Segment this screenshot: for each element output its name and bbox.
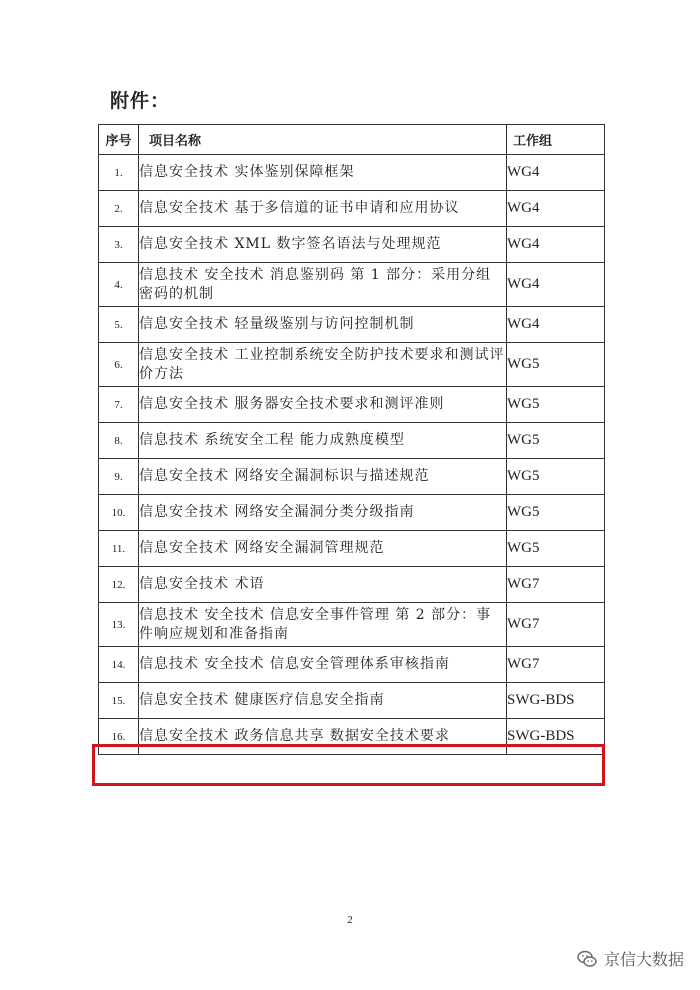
row-no: 10.: [99, 495, 139, 531]
table-row: [99, 155, 605, 191]
row-no: 9.: [99, 459, 139, 495]
row-name: 信息安全技术 网络安全漏洞分类分级指南: [139, 495, 507, 531]
row-no: 12.: [99, 567, 139, 603]
wechat-icon: [576, 948, 598, 970]
row-wg: WG5: [507, 531, 605, 567]
row-name: 信息安全技术 健康医疗信息安全指南: [139, 683, 507, 719]
row-wg: WG7: [507, 647, 605, 683]
row-name: 信息安全技术 术语: [139, 567, 507, 603]
table-row: [99, 423, 605, 459]
table-row: [99, 387, 605, 423]
row-wg: WG4: [507, 227, 605, 263]
table-row: [99, 567, 605, 603]
row-wg: WG4: [507, 191, 605, 227]
table-row: [99, 227, 605, 263]
row-wg: WG4: [507, 307, 605, 343]
table-row: [99, 191, 605, 227]
table-row: [99, 459, 605, 495]
row-no: 2.: [99, 191, 139, 227]
row-name: 信息安全技术 基于多信道的证书申请和应用协议: [139, 191, 507, 227]
page-title: 附件：: [110, 90, 171, 112]
row-name: 信息安全技术 政务信息共享 数据安全技术要求: [139, 719, 507, 755]
row-no: 5.: [99, 307, 139, 343]
table-row: [99, 531, 605, 567]
row-wg: WG4: [507, 155, 605, 191]
row-no: 16.: [99, 719, 139, 755]
row-name: 信息安全技术 服务器安全技术要求和测评准则: [139, 387, 507, 423]
row-wg: WG5: [507, 387, 605, 423]
table-row: [99, 683, 605, 719]
row-no: 3.: [99, 227, 139, 263]
project-table: [98, 124, 605, 755]
row-wg: SWG-BDS: [507, 683, 605, 719]
row-no: 1.: [99, 155, 139, 191]
row-wg: WG5: [507, 343, 605, 387]
row-no: 8.: [99, 423, 139, 459]
row-name: 信息安全技术 轻量级鉴别与访问控制机制: [139, 307, 507, 343]
header-name: 项目名称: [139, 125, 507, 155]
row-name: 信息安全技术 实体鉴别保障框架: [139, 155, 507, 191]
page-number: 2: [347, 914, 353, 926]
row-no: 14.: [99, 647, 139, 683]
row-wg: SWG-BDS: [507, 719, 605, 755]
header-wg: 工作组: [507, 125, 605, 155]
row-no: 6.: [99, 343, 139, 387]
row-wg: WG5: [507, 423, 605, 459]
header-no: 序号: [99, 125, 139, 155]
table-row: [99, 495, 605, 531]
table-row: [99, 343, 605, 387]
row-no: 7.: [99, 387, 139, 423]
table-row: [99, 263, 605, 307]
row-no: 13.: [99, 603, 139, 647]
row-no: 15.: [99, 683, 139, 719]
row-name: 信息安全技术 网络安全漏洞标识与描述规范: [139, 459, 507, 495]
row-wg: WG5: [507, 459, 605, 495]
row-wg: WG4: [507, 263, 605, 307]
row-name: 信息安全技术 工业控制系统安全防护技术要求和测试评价方法: [139, 343, 507, 387]
row-name: 信息技术 系统安全工程 能力成熟度模型: [139, 423, 507, 459]
table-row: [99, 647, 605, 683]
watermark-text: 京信大数据: [603, 950, 684, 969]
row-wg: WG7: [507, 567, 605, 603]
row-wg: WG5: [507, 495, 605, 531]
table-header-row: [99, 125, 605, 155]
table-row-highlighted: [99, 719, 605, 755]
row-name: 信息安全技术 网络安全漏洞管理规范: [139, 531, 507, 567]
row-no: 11.: [99, 531, 139, 567]
watermark: [576, 947, 684, 970]
row-name: 信息技术 安全技术 信息安全管理体系审核指南: [139, 647, 507, 683]
row-name: 信息技术 安全技术 消息鉴别码 第 1 部分：采用分组密码的机制: [139, 263, 507, 307]
table-row: [99, 307, 605, 343]
row-no: 4.: [99, 263, 139, 307]
row-name: 信息技术 安全技术 信息安全事件管理 第 2 部分：事件响应规划和准备指南: [139, 603, 507, 647]
row-wg: WG7: [507, 603, 605, 647]
table-row: [99, 603, 605, 647]
row-name: 信息安全技术 XML 数字签名语法与处理规范: [139, 227, 507, 263]
